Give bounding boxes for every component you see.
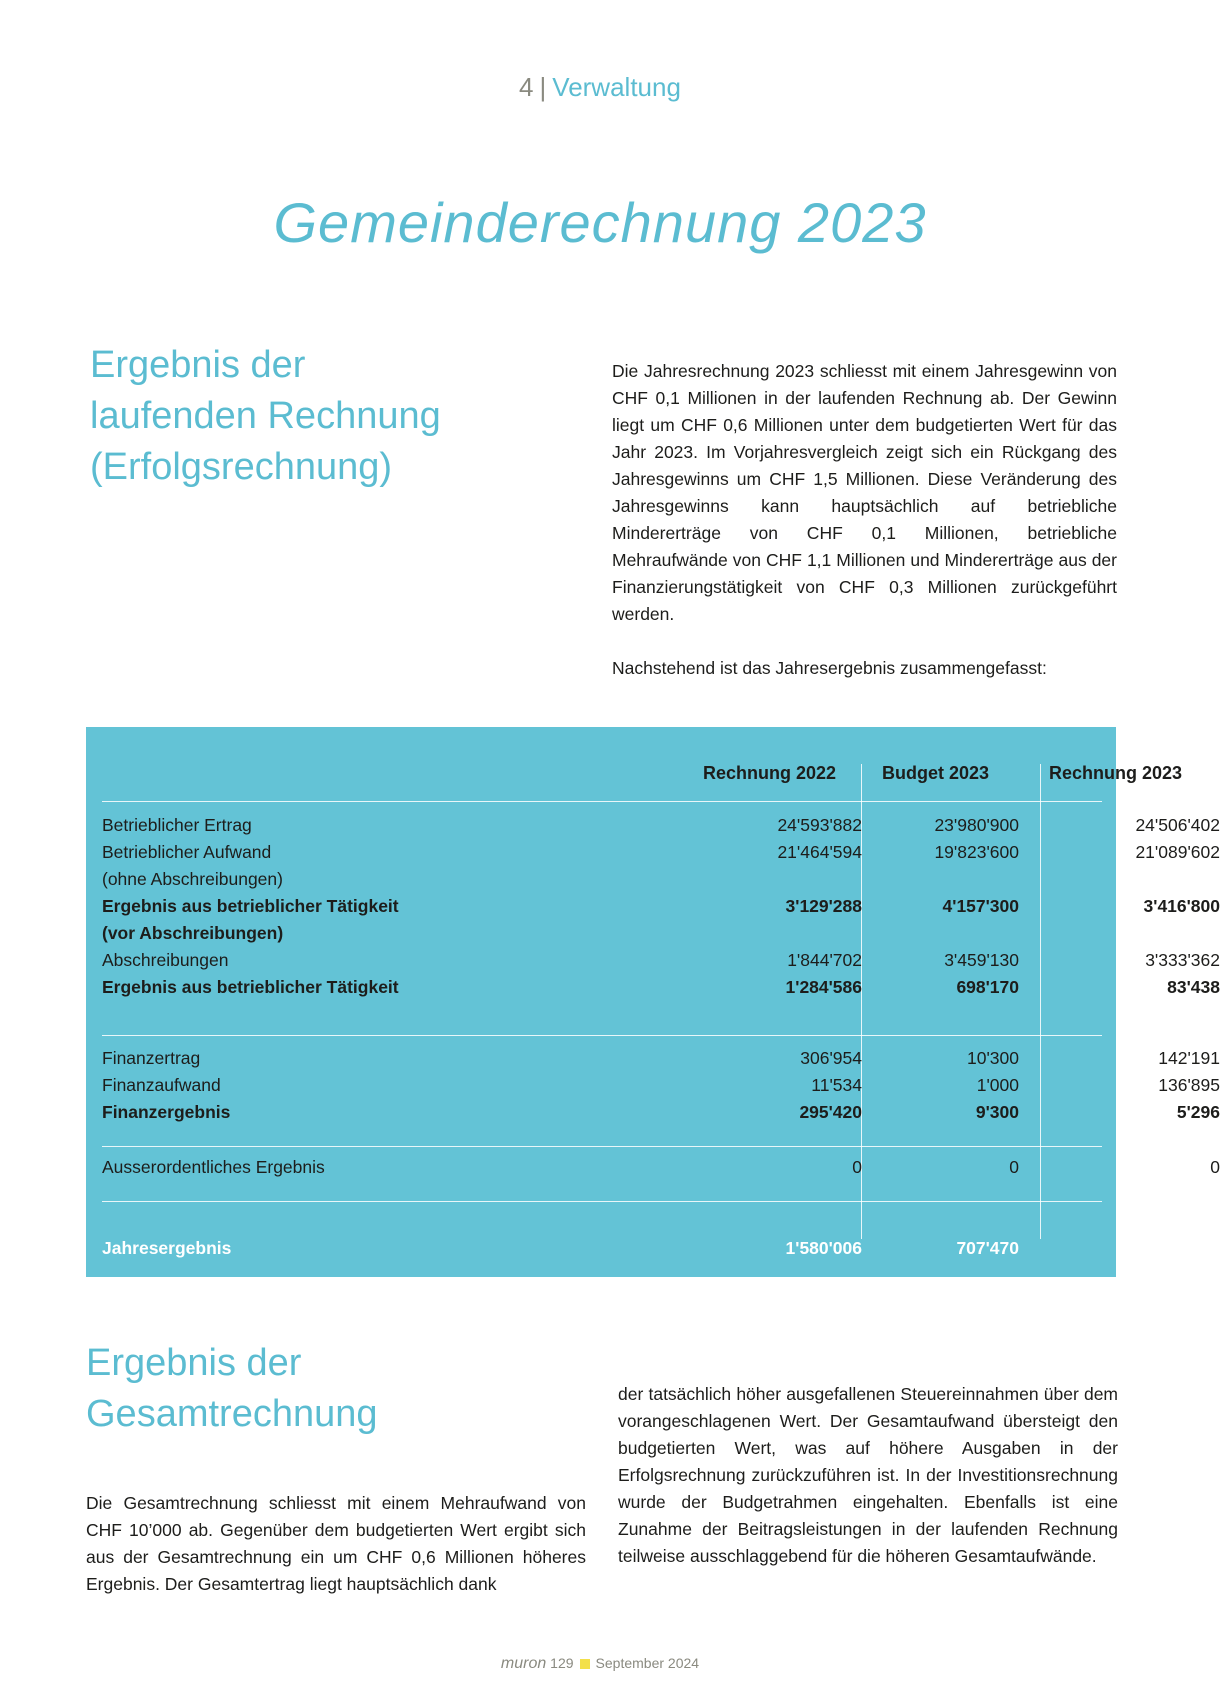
row-label: Ergebnis aus betrieblicher Tätigkeit bbox=[102, 896, 399, 916]
row-label: Finanzergebnis bbox=[102, 1102, 231, 1122]
section1-heading-line: laufenden Rechnung bbox=[90, 395, 441, 437]
column-header: Rechnung 2023 bbox=[1048, 763, 1182, 783]
section1-paragraph: Die Jahresrechnung 2023 schliesst mit einem Jahresgewinn von CHF 0,1 Millionen in der laufenden Rechnung ab. Der Gewinn liegt um CHF 0,6 Millionen unter dem budgetierten Wert für das Jahr 2023. Im Vorjahresvergleich zeigt sich ein Rückgang des Jahresgewinns um CHF 1,5 Millionen. Diese Veränderung des Jahresgewinns kann hauptsächlich auf betriebliche Mindererträge von CHF 0,1 Millionen, betriebliche Mehraufwände von CHF 1,1 Millionen und Mindererträge aus der Finanzierungstätigkeit von CHF 0,3 Millionen zurückgeführt werden. bbox=[612, 361, 1117, 624]
cell-budget-2023: 9'300 bbox=[975, 1102, 1019, 1122]
cell-rechnung-2022: 306'954 bbox=[800, 1048, 862, 1068]
cell-rechnung-2022: 11'534 bbox=[811, 1075, 862, 1095]
cell-rechnung-2023: 21'089'602 bbox=[1135, 842, 1220, 862]
cell-rechnung-2023: 0 bbox=[1210, 1157, 1220, 1177]
table-rule bbox=[102, 1146, 1102, 1147]
running-header bbox=[0, 72, 1200, 103]
cell-rechnung-2022: 0 bbox=[852, 1157, 862, 1177]
footer-issue: 129 bbox=[550, 1655, 574, 1671]
row-label: Betrieblicher Ertrag bbox=[102, 815, 252, 835]
table-row-total bbox=[102, 1235, 1220, 1262]
table-row bbox=[102, 947, 1220, 974]
cell-rechnung-2022: 24'593'882 bbox=[777, 815, 862, 835]
table-rule bbox=[102, 801, 1102, 802]
row-label: Finanzaufwand bbox=[102, 1075, 221, 1095]
section1-text bbox=[612, 358, 1117, 709]
row-label: Abschreibungen bbox=[102, 950, 229, 970]
cell-rechnung-2023: 3'333'362 bbox=[1145, 950, 1220, 970]
section2-heading-line: Ergebnis der bbox=[86, 1342, 302, 1384]
row-label: Betrieblicher Aufwand bbox=[102, 842, 272, 862]
cell-budget-2023: 1'000 bbox=[976, 1075, 1019, 1095]
table-row bbox=[102, 920, 1102, 947]
header-separator: | bbox=[539, 72, 547, 102]
cell-budget-2023: 19'823'600 bbox=[934, 842, 1019, 862]
cell-rechnung-2022: 3'129'288 bbox=[785, 896, 862, 916]
row-label: Ergebnis aus betrieblicher Tätigkeit bbox=[102, 977, 399, 997]
page-title: Gemeinderechnung 2023 bbox=[273, 191, 927, 254]
section2-paragraph-right: der tatsächlich höher ausgefallenen Steuereinnahmen über dem vorangeschlagenen Wert. Der Gesamtaufwand übersteigt den budgetierten Wert, was auf höhere Ausgaben in der Erfolgsrechnung zurückzuführen ist. In der Investitionsrechnung wurde der Budgetrahmen eingehalten. Ebenfalls ist eine Zunahme der Beitragsleistungen in der laufenden Rechnung teilweise ausschlaggebend für die höheren Gesamtaufwände. bbox=[618, 1384, 1118, 1566]
table-rule bbox=[102, 1035, 1102, 1036]
row-label: Jahresergebnis bbox=[102, 1238, 232, 1258]
table-rule bbox=[102, 1201, 1102, 1202]
cell-budget-2023: 3'459'130 bbox=[944, 950, 1019, 970]
section-name: Verwaltung bbox=[552, 72, 681, 102]
row-label: Finanzertrag bbox=[102, 1048, 201, 1068]
section1-heading-line: (Erfolgsrechnung) bbox=[90, 446, 393, 488]
cell-rechnung-2023: 24'506'402 bbox=[1135, 815, 1220, 835]
cell-rechnung-2023: 3'416'800 bbox=[1143, 896, 1220, 916]
table-row bbox=[102, 1072, 1220, 1099]
column-header: Budget 2023 bbox=[881, 763, 989, 783]
cell-budget-2023: 23'980'900 bbox=[934, 815, 1019, 835]
table-row bbox=[102, 812, 1220, 839]
results-table bbox=[86, 727, 1220, 1277]
cell-budget-2023: 4'157'300 bbox=[942, 896, 1019, 916]
table-row bbox=[102, 839, 1220, 866]
row-label: (ohne Abschreibungen) bbox=[102, 869, 283, 889]
table-row bbox=[102, 1154, 1220, 1181]
footer-date: September 2024 bbox=[595, 1655, 700, 1671]
table-row bbox=[102, 1099, 1220, 1126]
page-footer bbox=[0, 1655, 1200, 1673]
cell-rechnung-2022: 1'844'702 bbox=[787, 950, 862, 970]
page-number: 4 bbox=[519, 72, 534, 102]
section1-heading-line: Ergebnis der bbox=[90, 344, 306, 386]
table-row bbox=[102, 866, 1102, 893]
footer-brand: muron bbox=[500, 1655, 547, 1672]
table-row bbox=[102, 1045, 1220, 1072]
section2-heading-line: Gesamtrechnung bbox=[86, 1393, 378, 1435]
cell-rechnung-2023: 83'438 bbox=[1167, 977, 1220, 997]
cell-budget-2023: 707'470 bbox=[956, 1238, 1019, 1258]
table-row bbox=[102, 893, 1220, 920]
table-row bbox=[102, 974, 1220, 1001]
section1-paragraph: Nachstehend ist das Jahresergebnis zusammengefasst: bbox=[612, 658, 1047, 678]
section1-heading bbox=[90, 340, 540, 493]
cell-rechnung-2022: 21'464'594 bbox=[777, 842, 862, 862]
cell-rechnung-2023: 88'734 bbox=[1167, 1238, 1220, 1258]
cell-rechnung-2022: 1'580'006 bbox=[785, 1238, 862, 1258]
footer-square-icon bbox=[580, 1659, 590, 1669]
cell-rechnung-2023: 5'296 bbox=[1176, 1102, 1220, 1122]
cell-rechnung-2022: 1'284'586 bbox=[785, 977, 862, 997]
cell-budget-2023: 0 bbox=[1009, 1157, 1019, 1177]
column-header: Rechnung 2022 bbox=[702, 763, 836, 783]
row-label: (vor Abschreibungen) bbox=[102, 923, 284, 943]
cell-budget-2023: 698'170 bbox=[956, 977, 1019, 997]
section2-paragraph-left: Die Gesamtrechnung schliesst mit einem Mehraufwand von CHF 10’000 ab. Gegenüber dem budgetierten Wert ergibt sich aus der Gesamtrechnung ein um CHF 0,6 Millionen höheres Ergebnis. Der Gesamtertrag liegt hauptsächlich dank bbox=[86, 1493, 586, 1594]
cell-budget-2023: 10'300 bbox=[966, 1048, 1019, 1068]
row-label: Ausserordentliches Ergebnis bbox=[102, 1157, 325, 1177]
cell-rechnung-2023: 136'895 bbox=[1158, 1075, 1220, 1095]
section2-heading bbox=[86, 1338, 536, 1440]
cell-rechnung-2022: 295'420 bbox=[799, 1102, 862, 1122]
cell-rechnung-2023: 142'191 bbox=[1158, 1048, 1220, 1068]
